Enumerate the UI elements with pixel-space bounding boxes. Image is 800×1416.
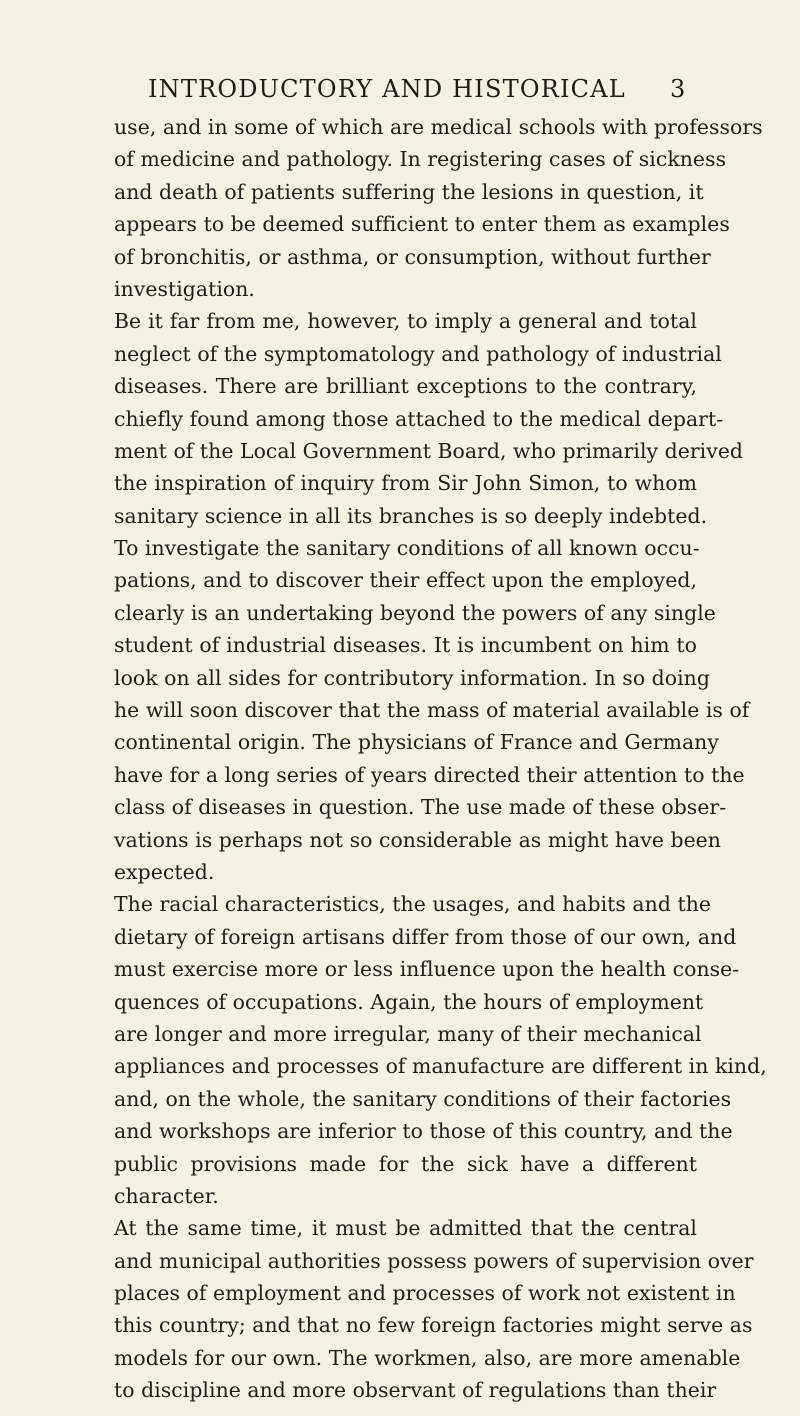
text-line: the inspiration of inquiry from Sir John Simon, to whom (114, 471, 697, 496)
text-line: he will soon discover that the mass of material available is of (114, 698, 750, 723)
text-line: and death of patients suffering the lesions in question, it (114, 179, 704, 204)
text-line: of medicine and pathology. In registering cases of sickness (114, 147, 727, 172)
text-line: appears to be deemed sufficient to enter them as examples (114, 212, 730, 237)
text-line: Be it far from me, however, to imply a general and total (114, 309, 697, 334)
text-line: appliances and processes of manufacture are different in kind, (114, 1054, 767, 1079)
text-line: dietary of foreign artisans differ from those of our own, and (114, 924, 737, 949)
text-line: look on all sides for contributory information. In so doing (114, 665, 710, 690)
text-line: vations is perhaps not so considerable as might have been (114, 827, 721, 852)
text-line: to discipline and more observant of regulations than their (114, 1378, 717, 1403)
page-number: 3 (670, 75, 686, 103)
text-line: this country; and that no few foreign factories might serve as (114, 1313, 753, 1338)
text-line: quences of occupations. Again, the hours of employment (114, 989, 704, 1014)
text-line: To investigate the sanitary conditions of all known occu- (114, 536, 700, 561)
text-line: have for a long series of years directed their attention to the (114, 762, 745, 787)
text-line: At the same time, it must be admitted that the central (114, 1216, 697, 1241)
text-line: investigation. (114, 276, 255, 301)
body-text (114, 111, 767, 1407)
text-line: and workshops are inferior to those of this country, and the (114, 1119, 733, 1144)
text-line: class of diseases in question. The use made of these obser- (114, 795, 727, 820)
text-line: must exercise more or less influence upon the health conse- (114, 957, 740, 982)
text-line: and municipal authorities possess powers of supervision over (114, 1248, 754, 1273)
text-line: clearly is an undertaking beyond the powers of any single (114, 600, 716, 625)
text-line: public provisions made for the sick have a different (114, 1151, 697, 1176)
text-line: of bronchitis, or asthma, or consumption, without further (114, 244, 711, 269)
text-line: pations, and to discover their effect upon the employed, (114, 568, 697, 593)
text-line: ment of the Local Government Board, who primarily derived (114, 438, 744, 463)
text-line: expected. (114, 859, 215, 884)
text-line: neglect of the symptomatology and pathology of industrial (114, 341, 722, 366)
text-line: student of industrial diseases. It is incumbent on him to (114, 633, 697, 658)
text-line: places of employment and processes of work not existent in (114, 1281, 736, 1306)
running-head (0, 72, 800, 112)
text-line: models for our own. The workmen, also, are more amenable (114, 1345, 741, 1370)
text-line: diseases. There are brilliant exceptions to the contrary, (114, 374, 697, 399)
text-line: use, and in some of which are medical schools with professors (114, 115, 763, 139)
running-title: INTRODUCTORY AND HISTORICAL (148, 75, 626, 103)
text-line: continental origin. The physicians of France and Germany (114, 730, 719, 755)
text-line: character. (114, 1183, 219, 1208)
text-line: sanitary science in all its branches is so deeply indebted. (114, 503, 708, 528)
text-line: are longer and more irregular, many of their mechanical (114, 1021, 702, 1046)
text-line: The racial characteristics, the usages, and habits and the (114, 892, 711, 917)
text-line: and, on the whole, the sanitary conditions of their factories (114, 1086, 732, 1111)
text-line: chiefly found among those attached to the medical depart- (114, 406, 724, 431)
